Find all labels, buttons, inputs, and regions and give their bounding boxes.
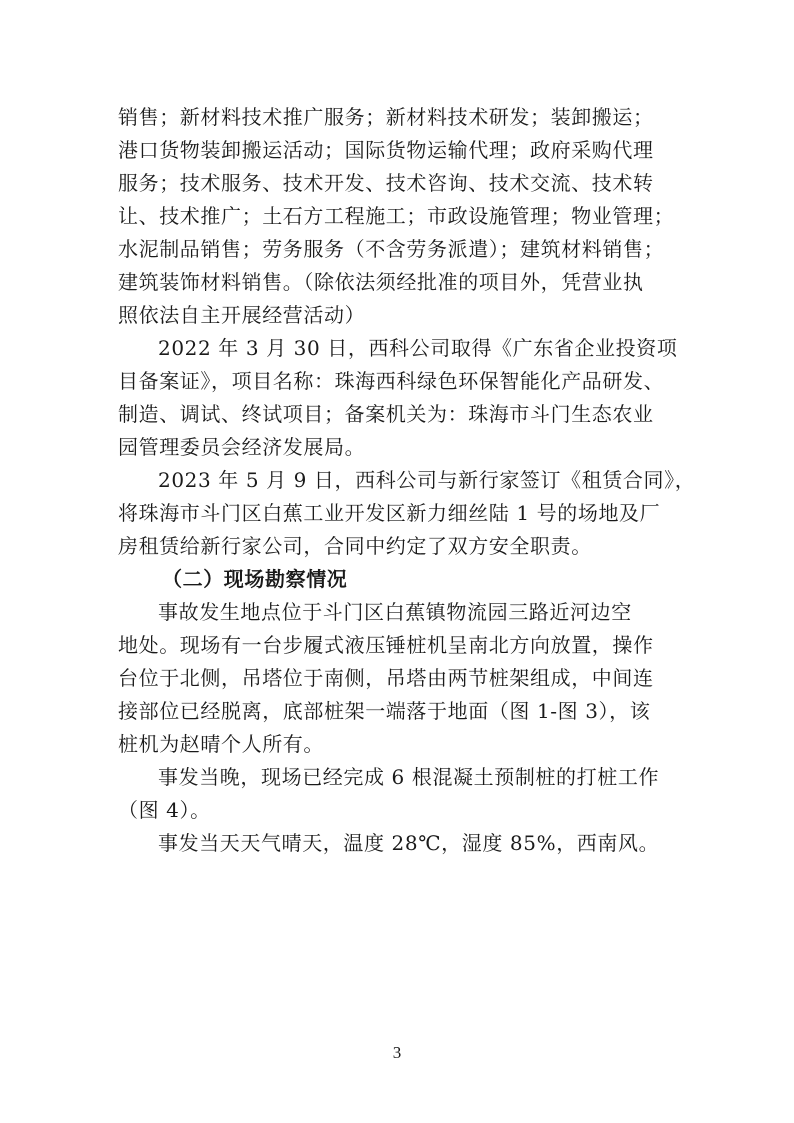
text-line: 台位于北侧，吊塔位于南侧，吊塔由两节桩架组成，中间连 bbox=[118, 666, 654, 690]
text-line: 桩机为赵晴个人所有。 bbox=[118, 732, 324, 756]
text-line: 地处。现场有一台步履式液压锤桩机呈南北方向放置，操作 bbox=[118, 633, 654, 657]
text-line: 房租赁给新行家公司，合同中约定了双方安全职责。 bbox=[118, 534, 592, 558]
text-line: 事发当晚，现场已经完成 6 根混凝土预制桩的打桩工作 bbox=[158, 765, 660, 789]
text-line: 让、技术推广；土石方工程施工；市政设施管理；物业管理； bbox=[118, 204, 675, 228]
text-line: 水泥制品销售；劳务服务（不含劳务派遣）；建筑材料销售； bbox=[118, 237, 665, 261]
section-heading bbox=[118, 563, 678, 596]
paragraph bbox=[118, 464, 696, 563]
paragraph bbox=[118, 761, 678, 827]
text-line: 建筑装饰材料销售。（除依法须经批准的项目外，凭营业执 bbox=[118, 270, 644, 294]
text-line: （图 4）。 bbox=[118, 798, 211, 822]
text-line: 制造、调试、终试项目；备案机关为：珠海市斗门生态农业 bbox=[118, 402, 654, 426]
text-line: 照依法自主开展经营活动） bbox=[118, 303, 366, 327]
text-line: 销售；新材料技术推广服务；新材料技术研发；装卸搬运； bbox=[118, 105, 654, 129]
text-line: 港口货物装卸搬运活动；国际货物运输代理；政府采购代理 bbox=[118, 138, 654, 162]
text-line: 园管理委员会经济发展局。 bbox=[118, 435, 366, 459]
paragraph bbox=[118, 596, 678, 761]
text-line: 2022 年 3 月 30 日，西科公司取得《广东省企业投资项 bbox=[158, 336, 678, 360]
document-body bbox=[118, 101, 696, 860]
paragraph bbox=[118, 332, 678, 464]
text-line: 服务；技术服务、技术开发、技术咨询、技术交流、技术转 bbox=[118, 171, 654, 195]
text-line: 事发当天天气晴天，温度 28℃，湿度 85%，西南风。 bbox=[158, 831, 660, 855]
paragraph bbox=[118, 827, 678, 860]
text-line: （二）现场勘察情况 bbox=[162, 567, 348, 591]
text-line: 目备案证》，项目名称：珠海西科绿色环保智能化产品研发、 bbox=[118, 369, 665, 393]
text-line: 接部位已经脱离，底部桩架一端落于地面（图 1-图 3），该 bbox=[118, 699, 651, 723]
text-line: 将珠海市斗门区白蕉工业开发区新力细丝陆 1 号的场地及厂 bbox=[118, 501, 661, 525]
page-number: 3 bbox=[392, 1043, 402, 1062]
text-line: 事故发生地点位于斗门区白蕉镇物流园三路近河边空 bbox=[158, 600, 632, 624]
paragraph bbox=[118, 101, 678, 332]
text-line: 2023 年 5 月 9 日，西科公司与新行家签订《租赁合同》， bbox=[158, 468, 696, 492]
